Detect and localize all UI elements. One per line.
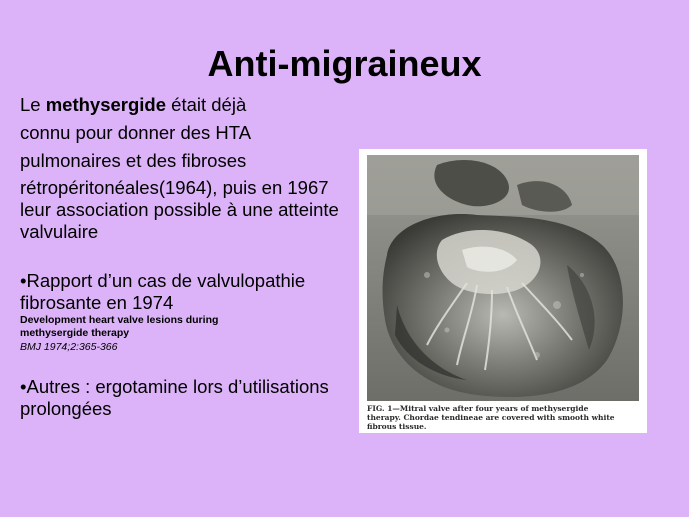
paragraph1-line3: pulmonaires et des fibroses [20, 150, 247, 171]
figure-caption-line3: fibrous tissue. [367, 422, 427, 431]
spacer [20, 354, 360, 376]
drug-name-methysergide: methysergide [45, 94, 167, 115]
figure-caption-line2: therapy. Chordae tendineae are covered with smooth white [367, 413, 615, 422]
spacer [20, 243, 360, 270]
paragraph1-line4: rétropéritonéales(1964), puis en 1967 [20, 177, 329, 198]
slide-title: Anti-migraineux [207, 43, 482, 84]
figure-caption [367, 404, 643, 431]
paragraph1-line6: valvulaire [20, 221, 99, 242]
paragraph3-line2: prolongées [20, 398, 112, 419]
paragraph1-line5: leur association possible à une atteinte [20, 199, 339, 220]
paragraph3-line1: •Autres : ergotamine lors d’utilisations [20, 376, 329, 397]
mitral-valve-photo [367, 155, 639, 401]
figure-mitral-valve [359, 149, 647, 433]
body-text [20, 92, 360, 420]
paragraph1-line1 [20, 92, 360, 118]
paragraph2-line2: fibrosante en 1974 [20, 292, 174, 313]
reference-title-line2: methysergide therapy [20, 327, 130, 339]
figure-caption-line1: FIG. 1—Mitral valve after four years of methysergide [367, 404, 589, 413]
paragraph2-line1: •Rapport d’un cas de valvulopathie [20, 270, 306, 291]
reference-journal: BMJ 1974;2:365-366 [20, 341, 118, 353]
paragraph1-line1-prefix: Le [20, 94, 46, 115]
reference-title-line1: Development heart valve lesions during [20, 314, 219, 326]
paragraph1-line1-suffix: était déjà [166, 94, 247, 115]
paragraph1-line2: connu pour donner des HTA [20, 122, 252, 143]
